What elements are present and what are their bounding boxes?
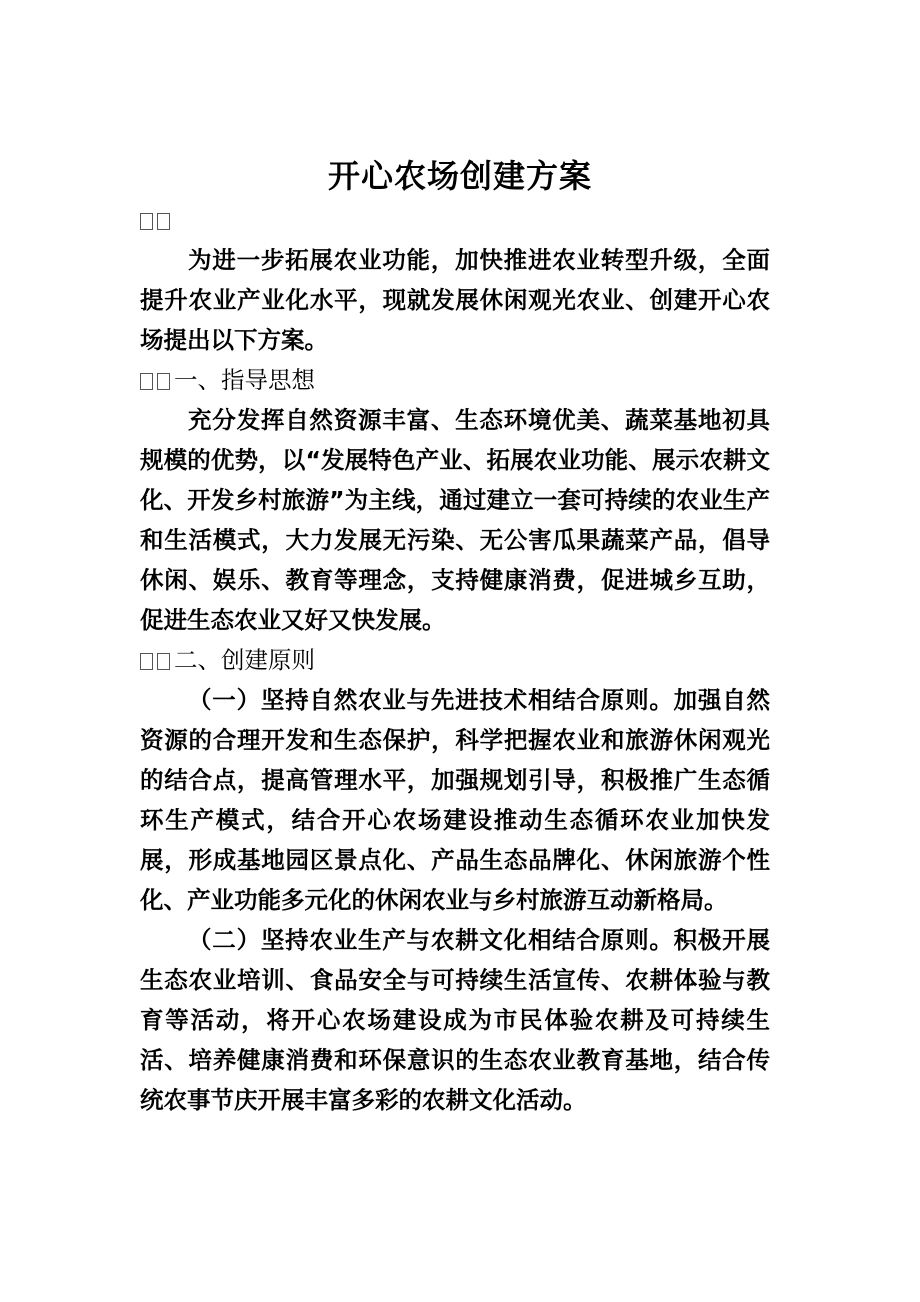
- intro-paragraph: 为进一步拓展农业功能，加快推进农业转型升级，全面提升农业产业化水平，现就发展休闲观光农业、创建开心农场提出以下方案。: [140, 246, 770, 354]
- placeholder-glyph-row: [140, 200, 770, 240]
- section-heading-text: 二、创建原则: [174, 646, 315, 674]
- section-heading-text: 一、指导思想: [174, 366, 315, 394]
- missing-glyph-icon: [140, 213, 153, 230]
- missing-glyph-icon: [140, 373, 153, 390]
- guiding-ideology-paragraph: 充分发挥自然资源丰富、生态环境优美、蔬菜基地初具规模的优势，以“发展特色产业、拓展农业功能、展示农耕文化、开发乡村旅游”为主线，通过建立一套可持续的农业生产和生活模式，大力发展无污染、无公害瓜果蔬菜产品，倡导休闲、娱乐、教育等理念，支持健康消费，促进城乡互助，促进生态农业又好又快发展。: [140, 406, 770, 634]
- document-body: [140, 200, 770, 1120]
- section-heading-guiding-ideology: [140, 360, 770, 400]
- principle-one-paragraph: （一）坚持自然农业与先进技术相结合原则。加强自然资源的合理开发和生态保护，科学把握农业和旅游休闲观光的结合点，提高管理水平，加强规划引导，积极推广生态循环生产模式，结合开心农场建设推动生态循环农业加快发展，形成基地园区景点化、产品生态品牌化、休闲旅游个性化、产业功能多元化的休闲农业与乡村旅游互动新格局。: [140, 686, 770, 914]
- missing-glyph-icon: [157, 653, 170, 670]
- document-title: 开心农场创建方案: [327, 157, 592, 195]
- section-heading-principles: [140, 640, 770, 680]
- missing-glyph-icon: [140, 653, 153, 670]
- principle-two-paragraph: （二）坚持农业生产与农耕文化相结合原则。积极开展生态农业培训、食品安全与可持续生活宣传、农耕体验与教育等活动，将开心农场建设成为市民体验农耕及可持续生活、培养健康消费和环保意识的生态农业教育基地，结合传统农事节庆开展丰富多彩的农耕文化活动。: [140, 926, 770, 1114]
- missing-glyph-icon: [157, 373, 170, 390]
- missing-glyph-icon: [157, 213, 170, 230]
